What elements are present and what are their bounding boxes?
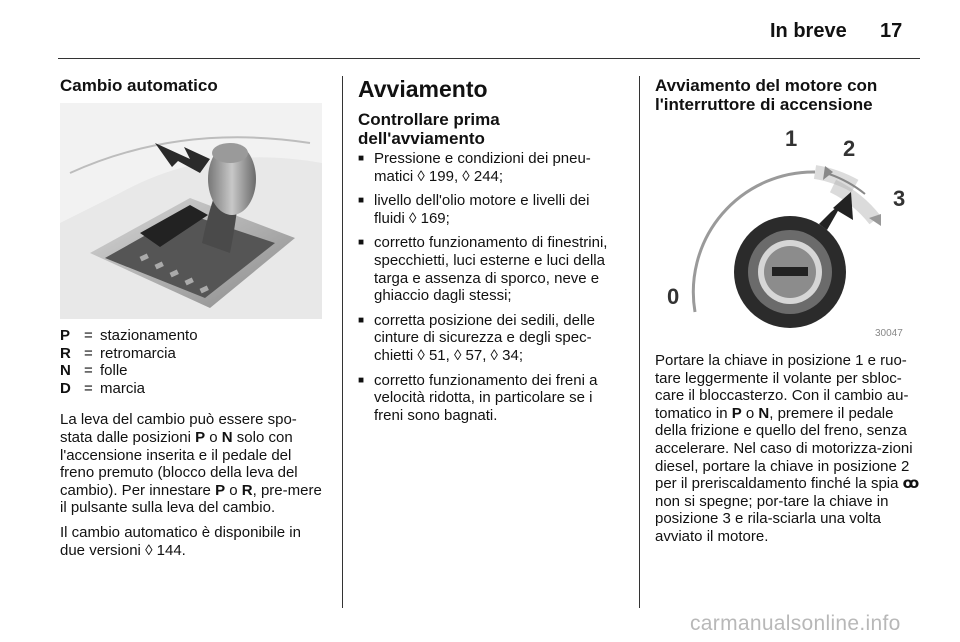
legend-value: folle [100,362,128,380]
text: o [205,428,222,446]
figure-code: 30047 [875,328,903,339]
text: livello dell'olio motore e livelli dei fluidi [374,192,590,227]
legend-row [60,345,328,363]
position-label-2: 2 [843,136,856,161]
gear-n: N [758,404,770,422]
page-reference: ◊ 144. [145,541,186,559]
position-label-0: 0 [667,284,680,309]
page-header-title: In breve [770,20,847,42]
legend-key: P [60,327,71,344]
gear-r: R [241,481,253,499]
versions-paragraph [60,524,328,559]
legend-row [60,380,328,398]
legend-row [60,327,328,345]
watermark: carmanualsonline.info [690,612,901,635]
text: La leva del cambio può essere spo-stata dalle posizioni [60,411,297,446]
gear-p: P [195,428,206,446]
column-ignition [655,76,923,553]
gear-lever-illustration [60,103,322,319]
checklist [358,150,624,424]
section-title: Avviamento [358,76,488,102]
gear-legend [60,327,328,397]
text: , pre-mere il pulsante sulla leva del cambio. [60,481,322,517]
gear-p: P [215,481,226,499]
header-rule [58,58,920,59]
text: corretta posizione dei sedili, delle cinture di sicurezza e degli spec-chietti [374,311,595,364]
position-label-3: 3 [893,186,906,211]
legend-key: D [60,379,71,397]
legend-equals: = [84,379,93,397]
list-item [358,150,624,185]
text: corretto funzionamento dei freni a velocità ridotta, in particolare se i freni sono bagnati. [374,371,598,424]
page-reference: ◊ 169; [409,209,450,227]
text: Portare la chiave in posizione 1 e ruo-tare leggermente il volante per sbloc-care il bloccasterzo. Con il cambio au-tomatico in [655,352,909,422]
text: non si spegne; por-tare la chiave in posizione 3 e rila-sciarla una volta avviato il motore. [655,492,889,545]
column-starting [358,76,624,431]
legend-key: R [60,344,71,362]
ignition-paragraph [655,352,923,546]
legend-row [60,362,328,380]
ignition-switch-illustration [655,122,917,344]
gear-n: N [221,428,233,446]
page-reference: ◊ 199, ◊ 244; [417,167,504,185]
page-number: 17 [880,20,903,42]
list-item [358,192,624,227]
gear-lever-paragraph [60,411,328,517]
column-separator-1 [342,76,343,608]
text: o [225,481,242,499]
text: o [741,404,759,422]
section-heading: Cambio automatico [60,76,218,95]
list-item [358,312,624,365]
text: Il cambio automatico è disponibile in due versioni [60,523,301,559]
text: , premere il pedale della frizione e quello del freno, senza accelerare. Nel caso di motorizza-zioni diesel, portare la chiave in posizione 2 per il preriscaldamento finché la spia [655,404,913,493]
subsection-heading: Controllare prima dell'avviamento [358,110,500,148]
list-item [358,372,624,425]
legend-value: stazionamento [100,327,198,344]
column-automatic-transmission [60,76,328,566]
text: Pressione e condizioni dei pneu-matici [374,150,591,185]
position-label-1: 1 [785,126,798,151]
legend-key: N [60,362,71,380]
legend-equals: = [84,344,93,362]
list-item [358,234,624,304]
text: corretto funzionamento di finestrini, specchietti, luci esterne e luci della targa e assenza di sporco, neve e ghiaccio dagli stessi; [374,234,608,305]
gear-p: P [731,404,742,422]
text: solo con l'accensione inserita e il pedale del freno premuto (blocco della leva del cambio). Per innestare [60,428,298,499]
page-reference: ◊ 51, ◊ 57, ◊ 34; [417,346,523,364]
section-heading: Avviamento del motore con l'interruttore di accensione [655,76,878,114]
column-separator-2 [639,76,640,608]
glow-plug-icon: ꝏ [902,475,920,493]
legend-value: marcia [100,379,146,397]
legend-equals: = [84,327,93,344]
legend-value: retromarcia [100,344,176,362]
legend-equals: = [84,362,93,380]
